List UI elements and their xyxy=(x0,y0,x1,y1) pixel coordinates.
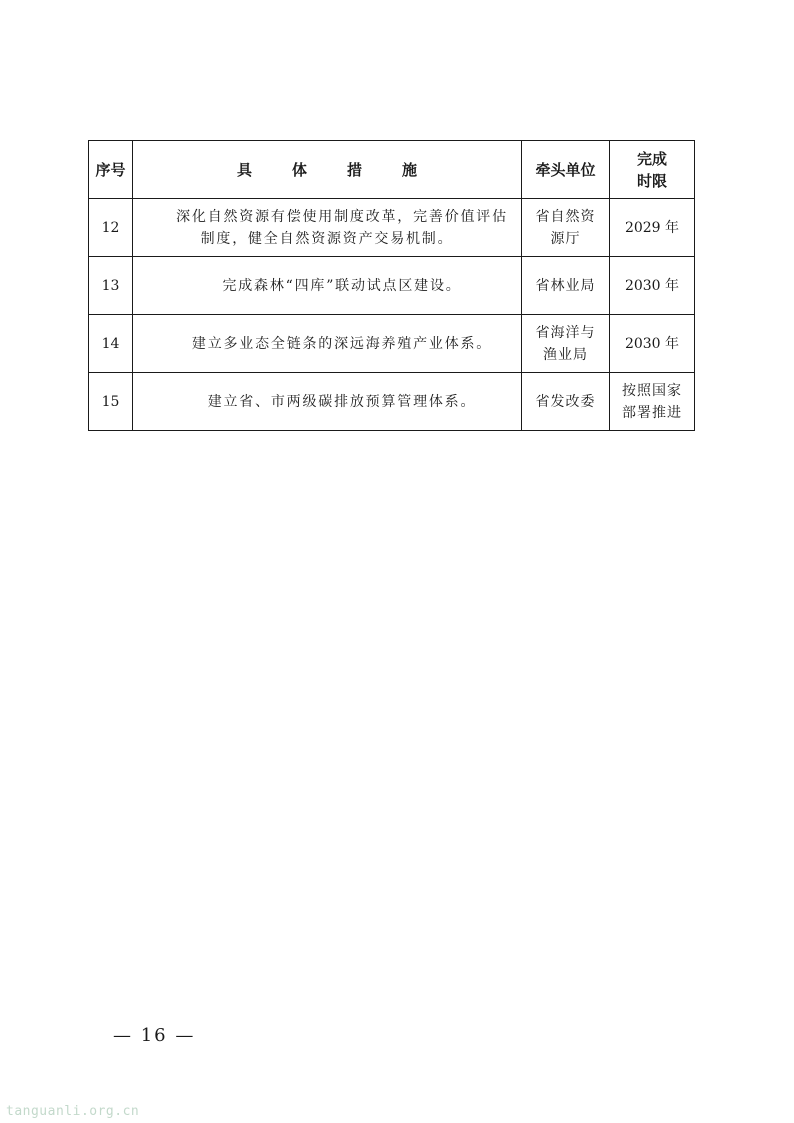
row-measure xyxy=(133,199,522,257)
header-lead-unit: 牵头单位 xyxy=(522,141,610,199)
row-measure xyxy=(133,373,522,431)
row-measure-line1: 建立多业态全链条的深远海养殖产业体系。 xyxy=(191,335,493,352)
table-row xyxy=(89,257,695,315)
measures-table xyxy=(88,140,695,431)
row-lead-unit-text: 省发改委 xyxy=(535,393,596,410)
table-row xyxy=(89,315,695,373)
row-serial-number: 15 xyxy=(89,373,133,431)
header-specific-measures-label: 具体措施 xyxy=(236,160,457,179)
row-serial-number: 14 xyxy=(89,315,133,373)
header-completion-time-line1: 完成 xyxy=(636,149,667,168)
row-lead-unit-text: 省自然资源厅 xyxy=(535,208,596,247)
row-completion-time-text: 按照国家部署推进 xyxy=(622,382,682,421)
table-header-row xyxy=(89,141,695,199)
row-lead-unit xyxy=(522,315,610,373)
row-completion-time: 2030 年 xyxy=(610,315,695,373)
site-watermark[interactable]: tanguanli.org.cn xyxy=(6,1104,140,1119)
row-measure xyxy=(133,257,522,315)
row-measure-line1: 深化自然资源有偿使用制度改革，完善价值评估 xyxy=(176,208,508,225)
header-completion-time-line2: 时限 xyxy=(636,171,667,190)
row-completion-time: 2029 年 xyxy=(610,199,695,257)
header-specific-measures xyxy=(133,141,522,199)
row-lead-unit xyxy=(522,257,610,315)
table-row xyxy=(89,373,695,431)
row-serial-number: 12 xyxy=(89,199,133,257)
row-completion-time: 2030 年 xyxy=(610,257,695,315)
row-measure xyxy=(133,315,522,373)
row-lead-unit xyxy=(522,199,610,257)
row-lead-unit-text: 省林业局 xyxy=(535,277,596,294)
table-row xyxy=(89,199,695,257)
row-measure-line1: 完成森林“四库”联动试点区建设。 xyxy=(222,277,462,294)
row-completion-time xyxy=(610,373,695,431)
header-completion-time xyxy=(610,141,695,199)
row-lead-unit xyxy=(522,373,610,431)
page-number: — 16 — xyxy=(113,1025,196,1046)
row-lead-unit-text: 省海洋与渔业局 xyxy=(535,324,596,363)
row-measure-line1: 建立省、市两级碳排放预算管理体系。 xyxy=(207,393,477,410)
row-serial-number: 13 xyxy=(89,257,133,315)
header-serial-number: 序号 xyxy=(89,141,133,199)
row-measure-line2: 制度，健全自然资源资产交易机制。 xyxy=(200,230,454,247)
